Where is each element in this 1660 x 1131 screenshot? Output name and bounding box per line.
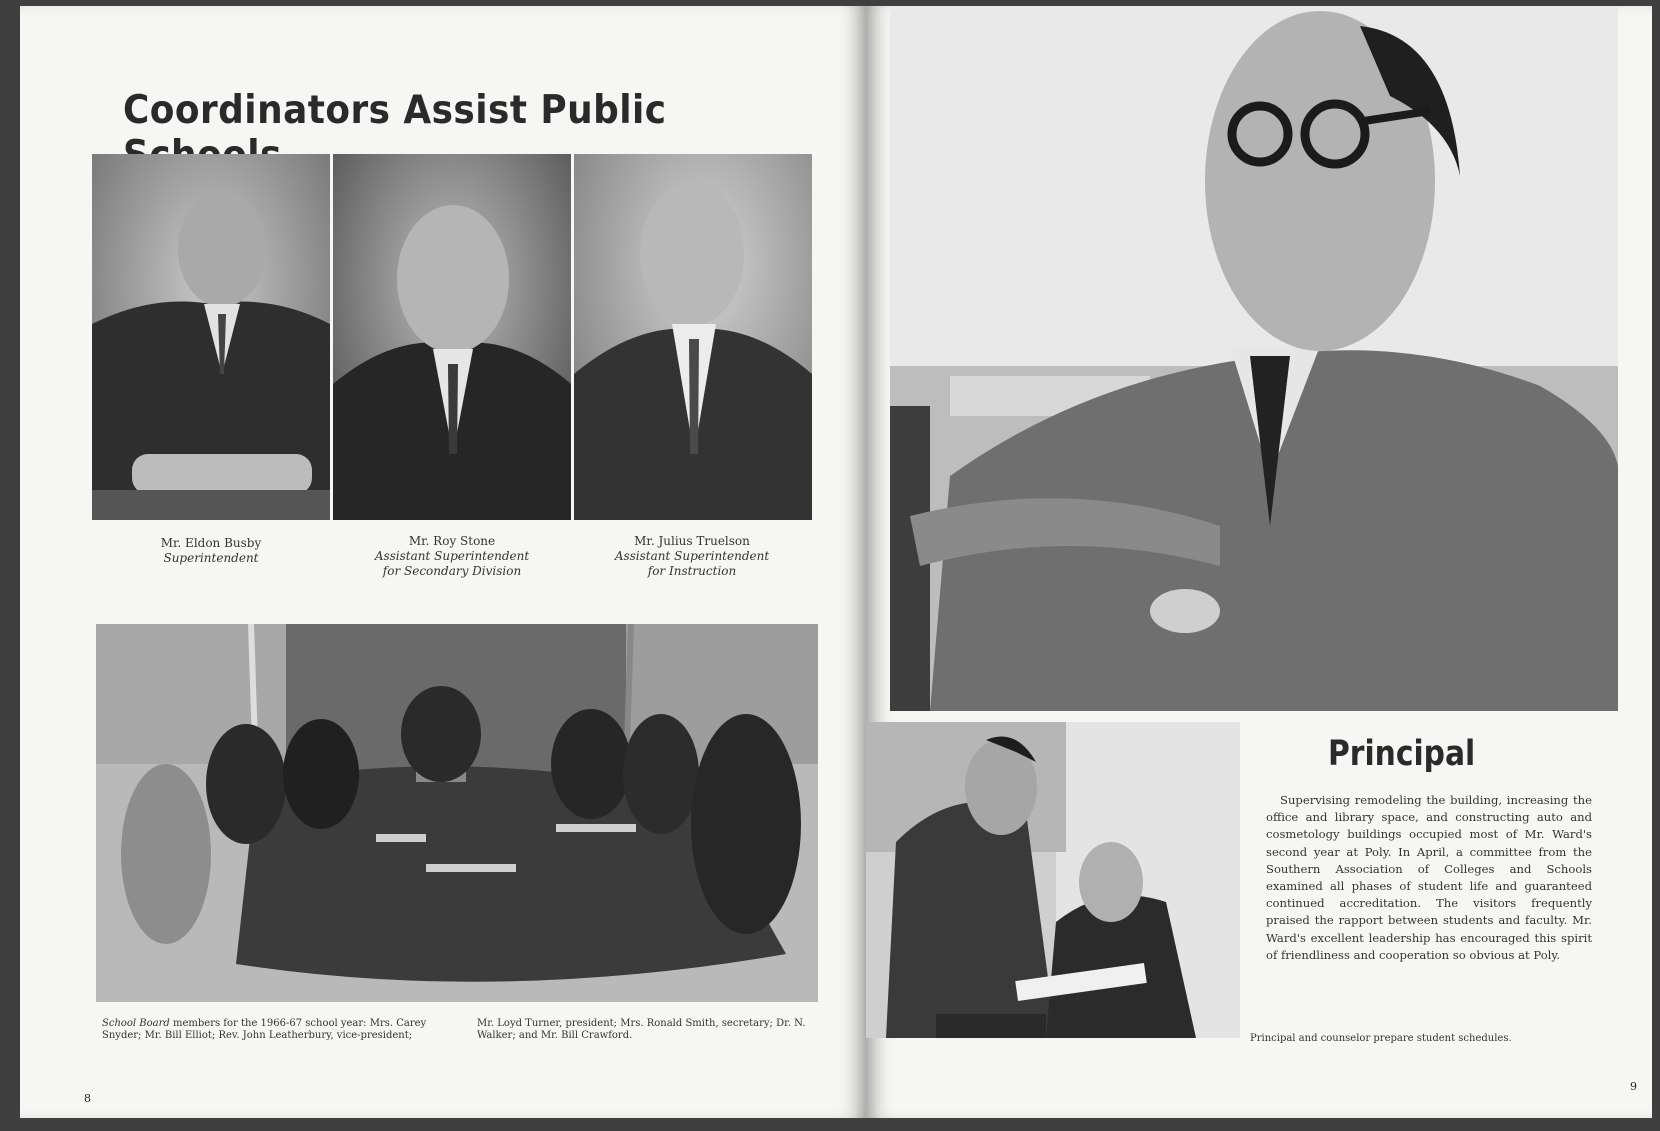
principal-counselor-photo [866,722,1240,1038]
portrait-role: Assistant Superintendent [374,549,530,563]
portrait-photo-truelson [574,154,812,520]
section-heading: Principal [1328,734,1476,774]
portrait-role: for Secondary Division [382,564,522,578]
portrait-caption-busby [131,536,291,566]
portrait-caption-stone [372,534,532,579]
photo-caption: Principal and counselor prepare student schedules. [1250,1033,1512,1044]
left-page [20,6,866,1118]
portrait-name: Mr. Julius Truelson [634,534,750,548]
portrait-name: Mr. Eldon Busby [160,536,262,550]
page-number: 8 [84,1092,91,1105]
portrait-photo-stone [333,154,571,520]
portrait-name: Mr. Roy Stone [408,534,496,548]
board-caption-lead: School Board [102,1018,170,1029]
board-caption-col1 [102,1018,458,1042]
principal-portrait-photo [890,6,1618,711]
page-number: 9 [1630,1080,1637,1093]
school-board-photo [96,624,818,1002]
portrait-role: Assistant Superintendent [614,549,770,563]
page-title: Coordinators Assist Public [123,88,667,133]
board-caption-text: members for the 1966-67 school year: Mrs. Carey Snyder; Mr. Bill Elliot; Rev. John Leatherbury, vice-president; [102,1018,427,1041]
right-page [866,6,1652,1118]
portrait-role: for Instruction [647,564,737,578]
portrait-caption-truelson [612,534,772,579]
portrait-photo-busby [92,154,330,520]
board-caption-text: Mr. Loyd Turner, president; Mrs. Ronald Smith, secretary; Dr. N. Walker; and Mr. Bill Crawford. [477,1018,806,1041]
principal-body-text: Supervising remodeling the building, increasing the office and library space, and constructing auto and cosmetology buildings occupied most of Mr. Ward's second year at Poly. In April, a committee from the Southern Association of Colleges and Schools examined all phases of student life and guaranteed continued accreditation. The visitors frequently praised the rapport between students and faculty. Mr. Ward's excellent leadership has encouraged this spirit of friendliness and cooperation so obvious at Poly. [1266,793,1592,962]
board-caption-col2 [477,1018,825,1042]
portrait-role: Superintendent [163,551,259,565]
